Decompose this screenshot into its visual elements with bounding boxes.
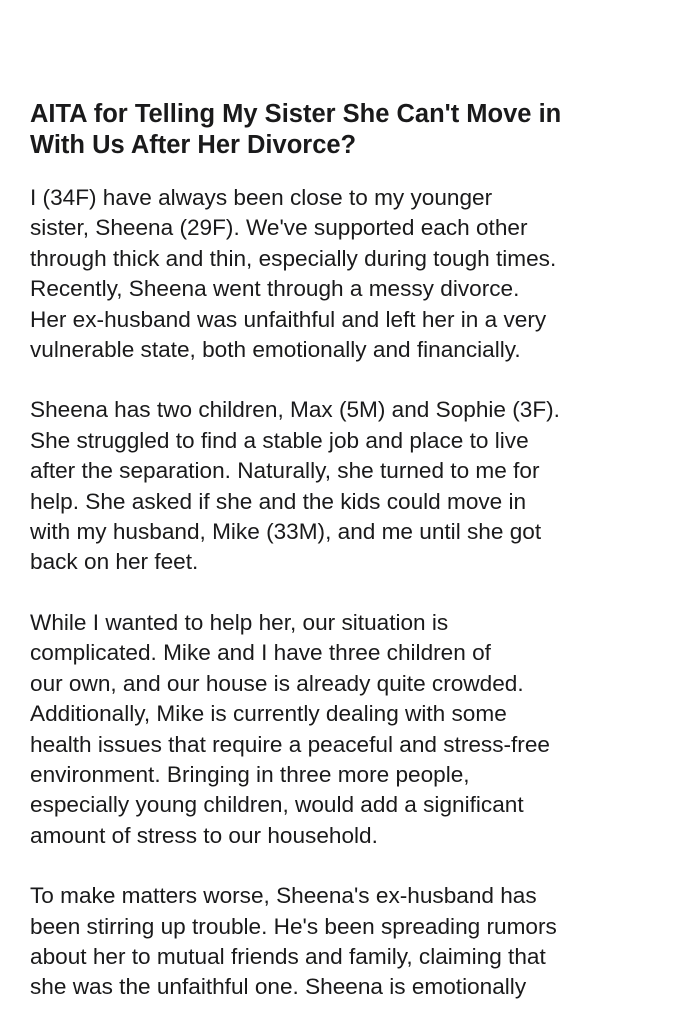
text-line: she was the unfaithful one. Sheena is emotionally bbox=[30, 974, 527, 1000]
text-line: Her ex-husband was unfaithful and left her in a very bbox=[30, 306, 547, 332]
text-line: help. She asked if she and the kids could move in bbox=[30, 488, 527, 514]
post-title bbox=[30, 99, 650, 161]
text-line: Additionally, Mike is currently dealing with some bbox=[30, 701, 507, 727]
text-line: While I wanted to help her, our situation is bbox=[30, 609, 449, 635]
text-line: through thick and thin, especially during tough times. bbox=[30, 245, 557, 271]
text-line: To make matters worse, Sheena's ex-husband has bbox=[30, 883, 537, 909]
text-line: environment. Bringing in three more people, bbox=[30, 761, 470, 787]
paragraph-3 bbox=[30, 608, 650, 851]
text-line: amount of stress to our household. bbox=[30, 822, 378, 848]
text-line: especially young children, would add a significant bbox=[30, 792, 524, 818]
paragraph-4 bbox=[30, 881, 650, 1003]
text-line: Recently, Sheena went through a messy divorce. bbox=[30, 276, 520, 302]
post-body bbox=[30, 183, 650, 1003]
text-line: She struggled to find a stable job and place to live bbox=[30, 427, 529, 453]
text-line: complicated. Mike and I have three children of bbox=[30, 640, 491, 666]
text-line: I (34F) have always been close to my younger bbox=[30, 185, 493, 210]
text-line: after the separation. Naturally, she turned to me for bbox=[30, 458, 540, 484]
post-title-line: AITA for Telling My Sister She Can't Move in bbox=[30, 100, 562, 128]
paragraph-1 bbox=[30, 183, 650, 365]
text-line: Sheena has two children, Max (5M) and Sophie (3F). bbox=[30, 397, 560, 423]
text-line: health issues that require a peaceful and stress-free bbox=[30, 731, 550, 757]
text-line: about her to mutual friends and family, claiming that bbox=[30, 943, 546, 969]
text-line: with my husband, Mike (33M), and me until she got bbox=[30, 519, 542, 545]
text-line: our own, and our house is already quite crowded. bbox=[30, 670, 524, 696]
text-line: sister, Sheena (29F). We've supported each other bbox=[30, 215, 528, 241]
text-line: vulnerable state, both emotionally and financially. bbox=[30, 337, 521, 363]
post-title-line: With Us After Her Divorce? bbox=[30, 131, 357, 159]
paragraph-2 bbox=[30, 395, 650, 577]
text-line: back on her feet. bbox=[30, 549, 199, 575]
text-line: been stirring up trouble. He's been spreading rumors bbox=[30, 913, 557, 939]
post bbox=[30, 99, 650, 1033]
